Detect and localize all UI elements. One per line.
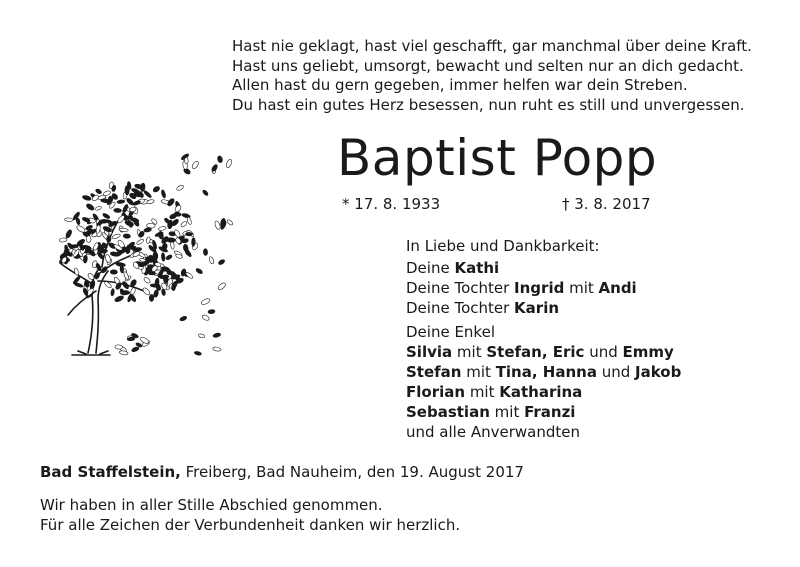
birth-date: * 17. 8. 1933	[342, 195, 441, 213]
poem-line: Allen hast du gern gegeben, immer helfen war dein Streben.	[232, 76, 688, 94]
grandchildren-intro: Deine Enkel	[406, 323, 495, 341]
grandchild-line: Stefan mit Tina, Hanna und Jakob	[406, 363, 682, 381]
poem-line: Du hast ein gutes Herz besessen, nun ruht es still und unvergessen.	[232, 95, 745, 114]
death-date: † 3. 8. 2017	[562, 195, 651, 213]
grandchild-line: Silvia mit Stefan, Eric und Emmy	[406, 343, 674, 361]
poem-line: Hast uns geliebt, umsorgt, bewacht und selten nur an dich gedacht.	[232, 56, 744, 75]
place-name: Bad Staffelstein,	[40, 463, 181, 481]
family-intro: In Liebe und Dankbarkeit:	[406, 237, 600, 255]
family-daughter: Deine Tochter Ingrid mit Andi	[406, 279, 637, 297]
poem	[232, 37, 792, 115]
place-date-line: Bad Staffelstein, Freiberg, Bad Nauheim, den 19. August 2017	[40, 463, 524, 481]
family-wife: Deine Kathi	[406, 259, 500, 277]
grandchild-line: Sebastian mit Franzi	[406, 403, 576, 421]
closing-text	[40, 496, 460, 535]
family-list	[406, 236, 786, 442]
wife-name: Kathi	[454, 259, 500, 277]
grandchild-line: Florian mit Katharina	[406, 383, 583, 401]
deceased-name: Baptist Popp	[337, 129, 658, 187]
family-others: und alle Anverwandten	[406, 423, 580, 441]
windblown-tree-icon	[38, 135, 238, 365]
poem-line: Hast nie geklagt, hast viel geschafft, gar manchmal über deine Kraft.	[232, 37, 752, 55]
closing-line: Für alle Zeichen der Verbundenheit danken wir herzlich.	[40, 515, 461, 534]
closing-line: Wir haben in aller Stille Abschied genommen.	[40, 496, 383, 514]
family-daughter: Deine Tochter Karin	[406, 299, 560, 317]
